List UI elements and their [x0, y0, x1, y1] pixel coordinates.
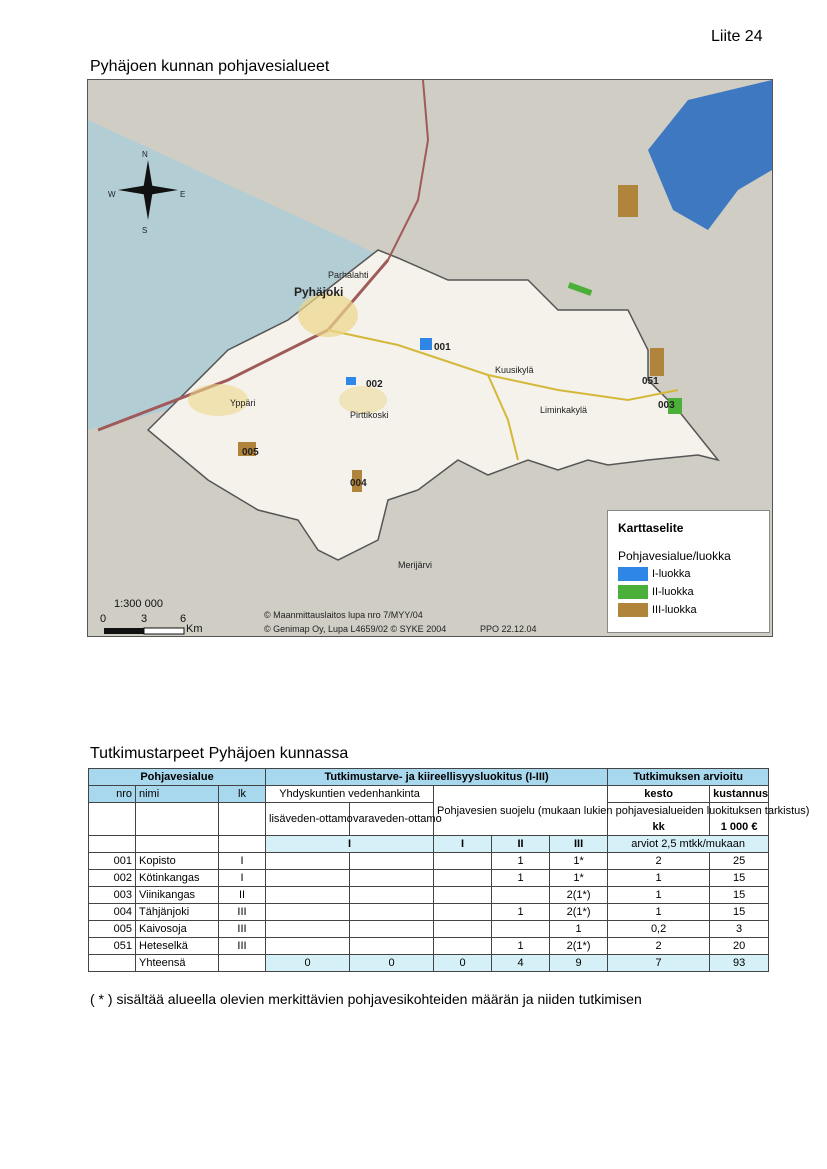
- cell-i: [434, 853, 492, 870]
- compass-e: E: [180, 190, 186, 199]
- header-cell: kustannus: [710, 786, 769, 803]
- scale-tick: 3: [141, 613, 148, 625]
- cell-nimi: Kaivosoja: [136, 921, 219, 938]
- total-cell: 9: [550, 955, 608, 972]
- header-row: [89, 769, 769, 786]
- table-title: Tutkimustarpeet Pyhäjoen kunnassa: [90, 745, 349, 762]
- header-cell: Yhdyskuntien vedenhankinta: [266, 786, 434, 803]
- map-title: Pyhäjoen kunnan pohjavesialueet: [90, 58, 330, 75]
- settlement-pyhajoki: [298, 293, 358, 337]
- scale-ratio: 1:300 000: [114, 598, 163, 610]
- cell-kk: 1: [608, 887, 710, 904]
- area-code-label: 002: [366, 379, 383, 390]
- cell-iii: 2(1*): [550, 904, 608, 921]
- cell-nro: 005: [89, 921, 136, 938]
- cell-vara: [350, 870, 434, 887]
- place-label: Merijärvi: [398, 560, 433, 570]
- legend-label: I-luokka: [652, 568, 691, 580]
- cell-nro: 051: [89, 938, 136, 955]
- legend-swatch: [618, 567, 648, 581]
- total-cell: 0: [434, 955, 492, 972]
- empty-cell: [136, 803, 219, 836]
- table-row: [89, 870, 769, 887]
- header-cell: nimi: [136, 786, 219, 803]
- legend-label: III-luokka: [652, 604, 697, 616]
- cell-lisa: [266, 904, 350, 921]
- cell-kk: 2: [608, 938, 710, 955]
- header-cell: Tutkimuksen arvioitu: [608, 769, 769, 786]
- header-cell: 1 000 €: [710, 803, 769, 836]
- scale-tick: 0: [100, 613, 107, 625]
- compass-w: W: [108, 190, 116, 199]
- area-051-shape: [650, 348, 664, 376]
- area-code-label: 051: [642, 376, 659, 387]
- header-cell: Pohjavesien suojelu (mukaan lukien pohjavesialueiden luokituksen tarkistus): [434, 786, 608, 836]
- cell-vara: [350, 853, 434, 870]
- header-cell: nro: [89, 786, 136, 803]
- footnote: ( * ) sisältää alueella olevien merkittävien pohjavesikohteiden määrän ja niiden tutkimisen: [90, 991, 642, 1007]
- area-002-shape: [346, 377, 356, 385]
- cell-kk: 1: [608, 904, 710, 921]
- place-label: Kuusikylä: [495, 365, 534, 375]
- cell-lk: I: [219, 853, 266, 870]
- cell-ii: 1: [492, 870, 550, 887]
- cell-lisa: [266, 921, 350, 938]
- cell-kk: 2: [608, 853, 710, 870]
- cell-nimi: Tähjänjoki: [136, 904, 219, 921]
- header-cell: lisäveden-ottamo: [266, 803, 350, 836]
- cell-i: [434, 921, 492, 938]
- area-code-label: 001: [434, 342, 451, 353]
- map-credit: © Genimap Oy, Lupa L4659/02 © SYKE 2004: [264, 624, 447, 634]
- cell-lk: III: [219, 904, 266, 921]
- place-label: Yppäri: [230, 398, 256, 408]
- cell-ii: [492, 887, 550, 904]
- table-row: [89, 938, 769, 955]
- empty-cell: [219, 803, 266, 836]
- cell-iii: 2(1*): [550, 938, 608, 955]
- legend-swatch: [618, 585, 648, 599]
- table-row: [89, 904, 769, 921]
- scale-tick: 6: [180, 613, 187, 625]
- cell-lk: I: [219, 870, 266, 887]
- cell-nimi: Kopisto: [136, 853, 219, 870]
- total-cell: 0: [350, 955, 434, 972]
- cell-vara: [350, 921, 434, 938]
- cell-ii: [492, 921, 550, 938]
- header-cell: varaveden-ottamo: [350, 803, 434, 836]
- cell-eur: 15: [710, 904, 769, 921]
- legend-subtitle: Pohjavesialue/luokka: [618, 549, 731, 563]
- map-legend: [607, 510, 770, 633]
- header-cell: II: [492, 836, 550, 853]
- cell-vara: [350, 938, 434, 955]
- cell-eur: 15: [710, 870, 769, 887]
- cell-i: [434, 904, 492, 921]
- map-credit: PPO 22.12.04: [480, 624, 537, 634]
- total-cell: 0: [266, 955, 350, 972]
- scale-unit: Km: [186, 623, 203, 635]
- cell-nro: 001: [89, 853, 136, 870]
- cell-vara: [350, 887, 434, 904]
- empty-cell: [219, 836, 266, 853]
- legend-label: II-luokka: [652, 586, 694, 598]
- total-cell: 4: [492, 955, 550, 972]
- legend-item: [618, 603, 759, 617]
- compass-s: S: [142, 226, 148, 235]
- place-label: Parhalahti: [328, 270, 369, 280]
- page-label: Liite 24: [711, 28, 763, 45]
- header-row: [89, 786, 769, 803]
- cell-lisa: [266, 938, 350, 955]
- cell-eur: 25: [710, 853, 769, 870]
- header-cell: Tutkimustarve- ja kiireellisyysluokitus (I-III): [266, 769, 608, 786]
- cell-lisa: [266, 853, 350, 870]
- cell-lisa: [266, 870, 350, 887]
- area-001-shape: [420, 338, 432, 350]
- cell-lk: III: [219, 938, 266, 955]
- cell-kk: 1: [608, 870, 710, 887]
- scale-bar-black: [104, 628, 144, 634]
- legend-swatch: [618, 603, 648, 617]
- header-cell: I: [266, 836, 434, 853]
- table-row: [89, 921, 769, 938]
- header-cell: kesto: [608, 786, 710, 803]
- cell-vara: [350, 904, 434, 921]
- cell-eur: 15: [710, 887, 769, 904]
- empty-cell: [136, 836, 219, 853]
- area-code-label: 005: [242, 447, 259, 458]
- cell-eur: 3: [710, 921, 769, 938]
- legend-title: Karttaselite: [618, 521, 684, 535]
- place-label: Pirttikoski: [350, 410, 389, 420]
- total-label: Yhteensä: [136, 955, 219, 972]
- table-row: [89, 887, 769, 904]
- empty-cell: [89, 955, 136, 972]
- scale-bar-white: [144, 628, 184, 634]
- cell-nro: 002: [89, 870, 136, 887]
- header-row: [89, 836, 769, 853]
- header-cell: arviot 2,5 mtkk/mukaan: [608, 836, 769, 853]
- compass-n: N: [142, 150, 148, 159]
- cell-iii: 2(1*): [550, 887, 608, 904]
- cell-nimi: Viinikangas: [136, 887, 219, 904]
- cell-nro: 003: [89, 887, 136, 904]
- header-cell: I: [434, 836, 492, 853]
- place-label: Liminkakylä: [540, 405, 588, 415]
- outside-area-brown: [618, 185, 638, 217]
- area-code-label: 004: [350, 478, 367, 489]
- cell-i: [434, 887, 492, 904]
- area-code-label: 003: [658, 400, 675, 411]
- table-row: [89, 853, 769, 870]
- total-cell: 7: [608, 955, 710, 972]
- header-cell: lk: [219, 786, 266, 803]
- header-cell: III: [550, 836, 608, 853]
- cell-iii: 1: [550, 921, 608, 938]
- cell-lisa: [266, 887, 350, 904]
- header-cell: kk: [608, 803, 710, 836]
- cell-i: [434, 870, 492, 887]
- cell-eur: 20: [710, 938, 769, 955]
- total-row: [89, 955, 769, 972]
- cell-lk: III: [219, 921, 266, 938]
- research-table: [88, 768, 810, 972]
- empty-cell: [89, 836, 136, 853]
- cell-lk: II: [219, 887, 266, 904]
- cell-iii: 1*: [550, 853, 608, 870]
- empty-cell: [89, 803, 136, 836]
- legend-item: [618, 585, 759, 599]
- total-cell: 93: [710, 955, 769, 972]
- map-credit: © Maanmittauslaitos lupa nro 7/MYY/04: [264, 610, 423, 620]
- cell-ii: 1: [492, 904, 550, 921]
- legend-item: [618, 567, 759, 581]
- cell-ii: 1: [492, 938, 550, 955]
- cell-i: [434, 938, 492, 955]
- header-cell: Pohjavesialue: [89, 769, 266, 786]
- cell-kk: 0,2: [608, 921, 710, 938]
- cell-nimi: Kötinkangas: [136, 870, 219, 887]
- cell-nro: 004: [89, 904, 136, 921]
- cell-nimi: Heteselkä: [136, 938, 219, 955]
- cell-iii: 1*: [550, 870, 608, 887]
- cell-ii: 1: [492, 853, 550, 870]
- place-label: Pyhäjoki: [294, 285, 344, 299]
- empty-cell: [219, 955, 266, 972]
